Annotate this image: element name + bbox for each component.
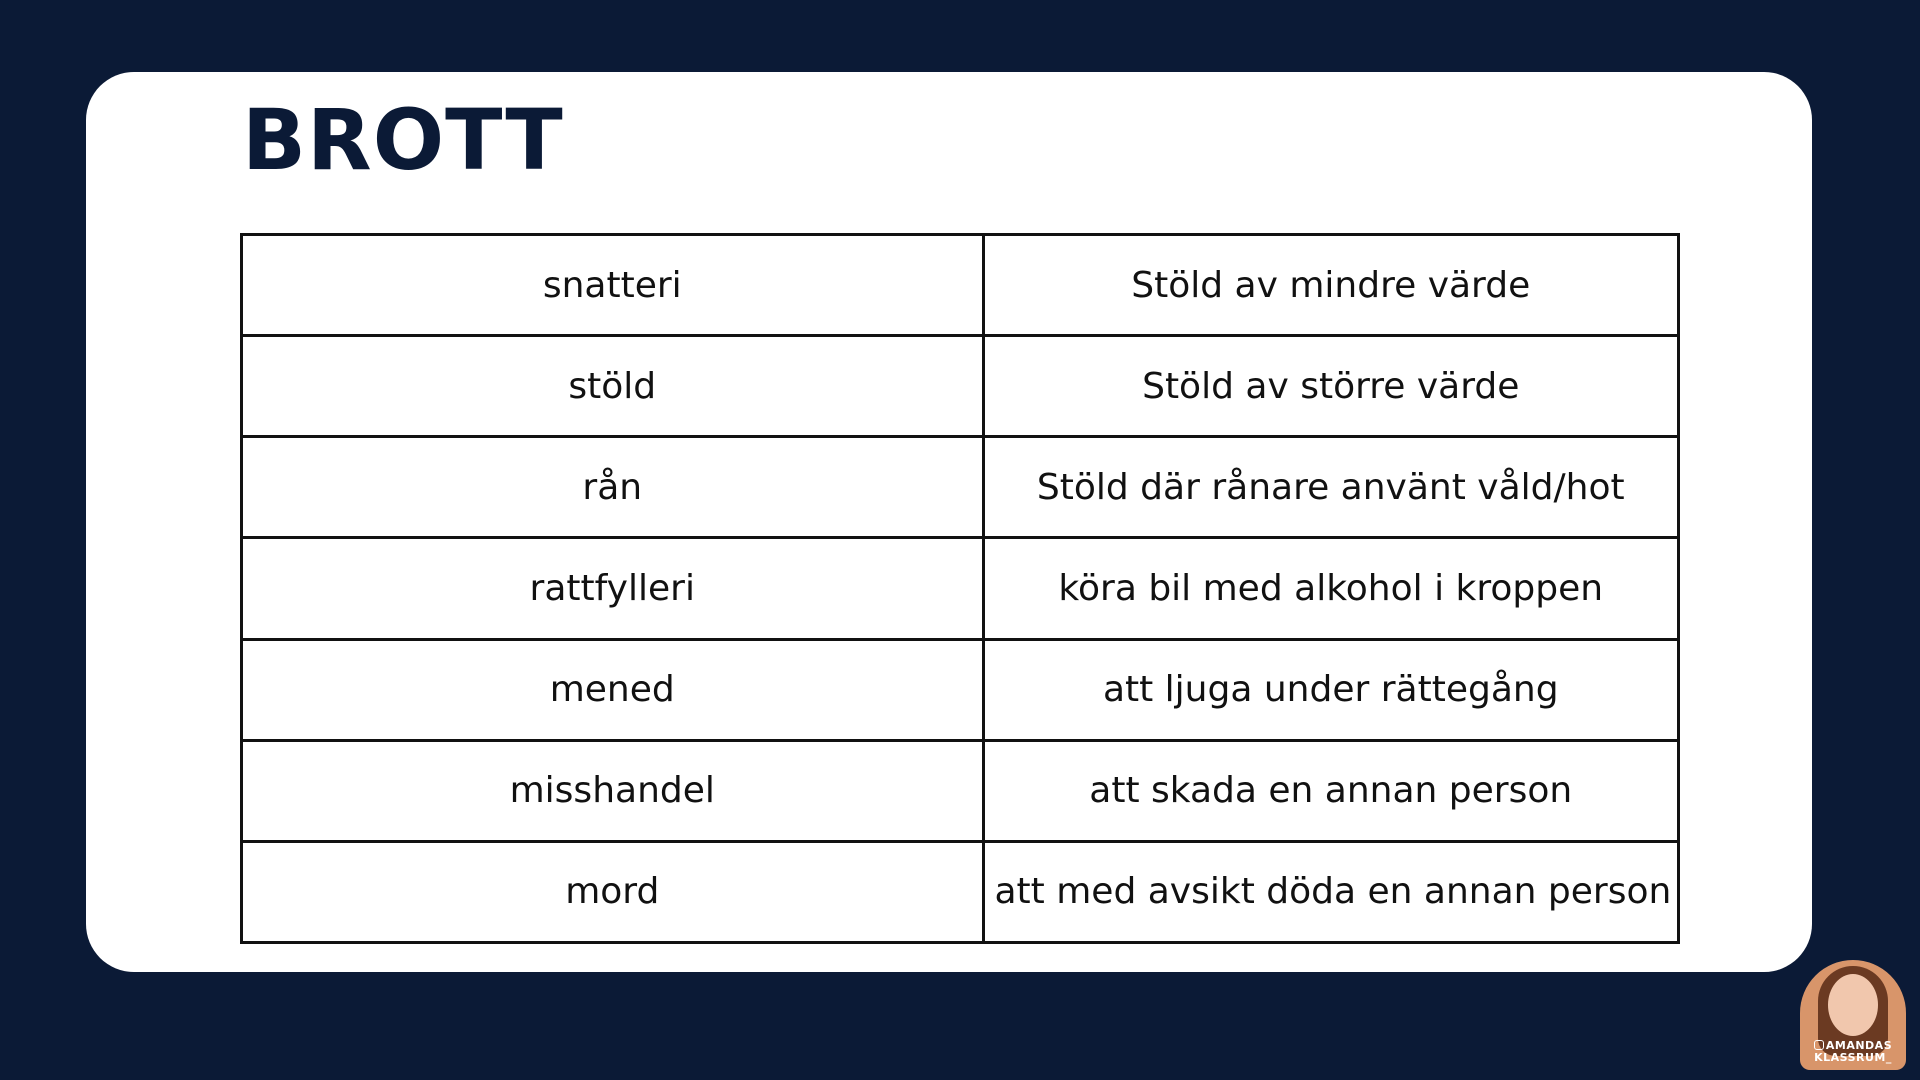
definition-cell: att ljuga under rättegång bbox=[983, 639, 1679, 740]
definition-cell: att med avsikt döda en annan person bbox=[983, 841, 1679, 942]
avatar-face bbox=[1828, 974, 1878, 1036]
definition-cell: att skada en annan person bbox=[983, 740, 1679, 841]
table-row bbox=[242, 639, 1679, 740]
definition-cell: köra bil med alkohol i kroppen bbox=[983, 538, 1679, 639]
table-row bbox=[242, 437, 1679, 538]
watermark-label bbox=[1800, 1040, 1906, 1064]
table-row bbox=[242, 841, 1679, 942]
definition-cell: Stöld av större värde bbox=[983, 336, 1679, 437]
creator-avatar-watermark bbox=[1800, 960, 1906, 1070]
term-cell: mord bbox=[242, 841, 984, 942]
definition-cell: Stöld av mindre värde bbox=[983, 235, 1679, 336]
term-cell: rattfylleri bbox=[242, 538, 984, 639]
definition-cell: Stöld där rånare använt våld/hot bbox=[983, 437, 1679, 538]
table-row bbox=[242, 336, 1679, 437]
crimes-table bbox=[240, 233, 1680, 944]
crimes-table-body bbox=[242, 235, 1679, 943]
term-cell: misshandel bbox=[242, 740, 984, 841]
table-row bbox=[242, 235, 1679, 336]
instagram-icon bbox=[1814, 1040, 1824, 1050]
watermark-text-1: AMANDAS bbox=[1825, 1039, 1893, 1052]
table-row bbox=[242, 538, 1679, 639]
term-cell: mened bbox=[242, 639, 984, 740]
term-cell: snatteri bbox=[242, 235, 984, 336]
term-cell: rån bbox=[242, 437, 984, 538]
slide-title: BROTT bbox=[242, 91, 564, 189]
term-cell: stöld bbox=[242, 336, 984, 437]
table-row bbox=[242, 740, 1679, 841]
watermark-line-2: KLASSRUM_ bbox=[1814, 1051, 1892, 1064]
